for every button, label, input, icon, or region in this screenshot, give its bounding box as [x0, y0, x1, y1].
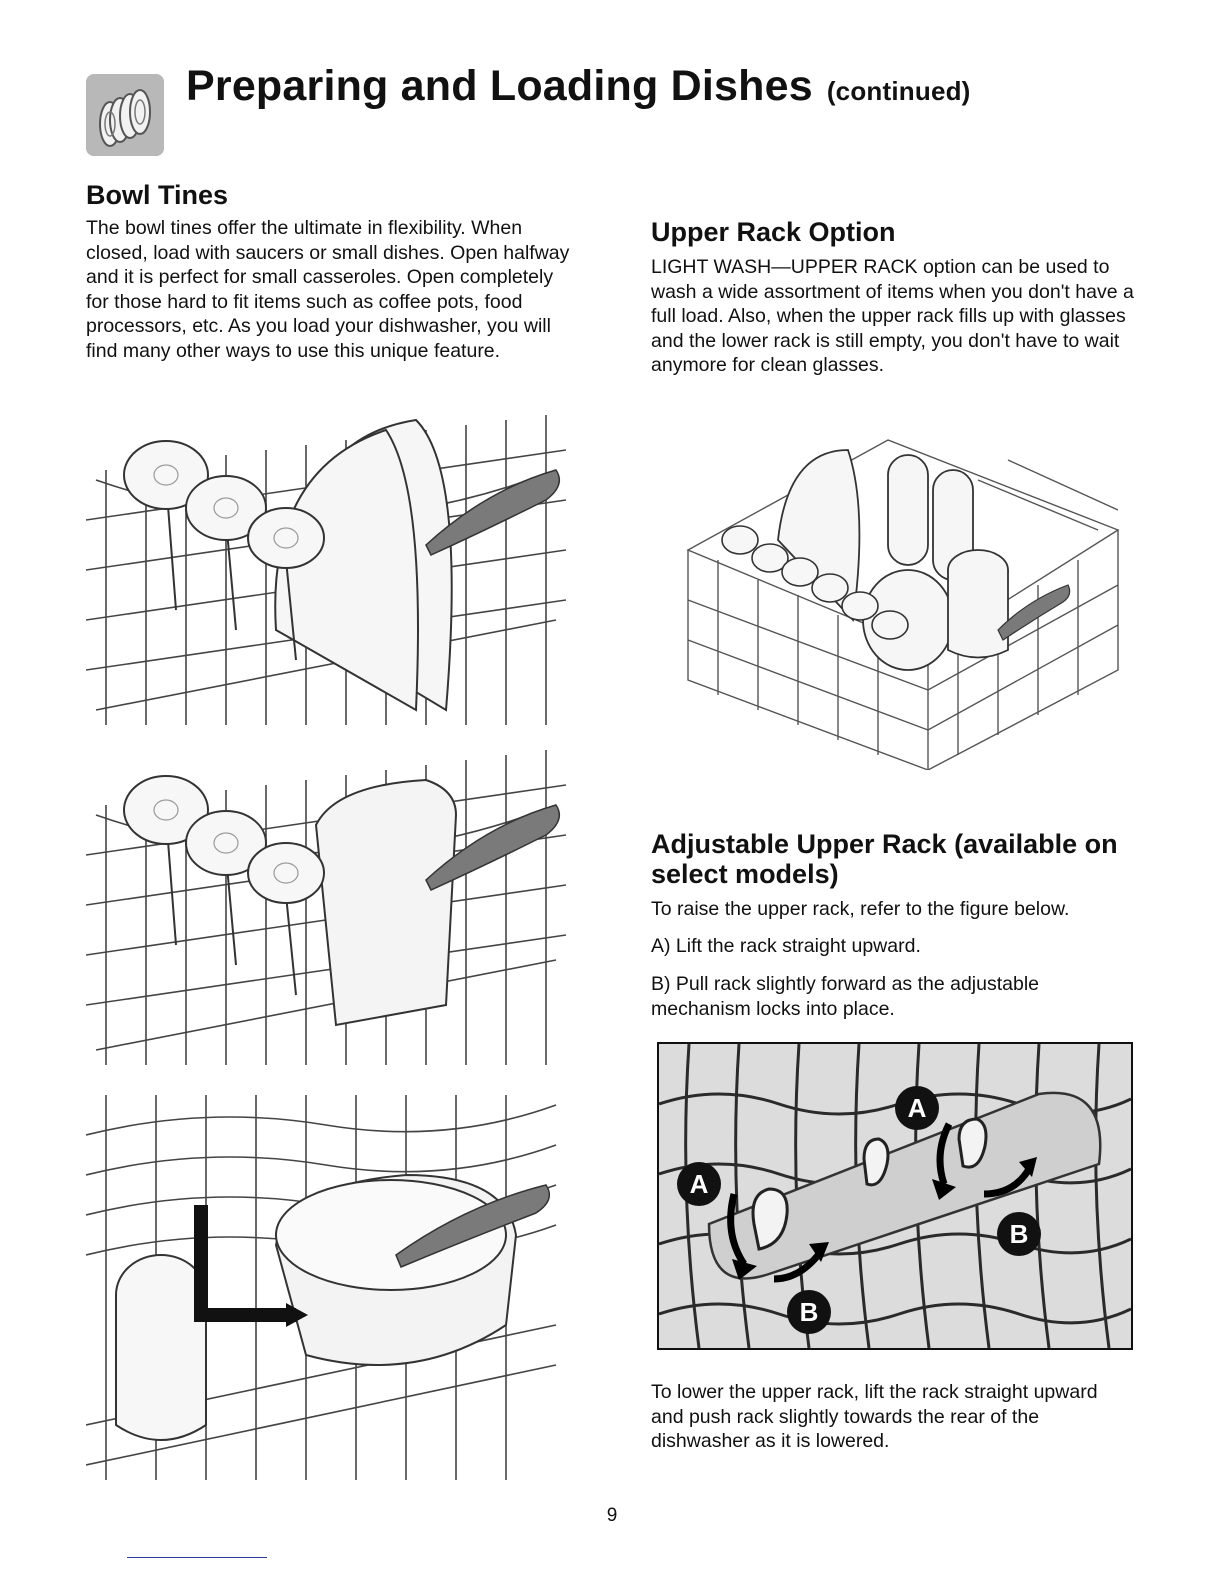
upper-rack-option-heading: Upper Rack Option [651, 217, 896, 247]
figure-label-a-right: A [907, 1093, 927, 1123]
bowl-tines-text: The bowl tines offer the ultimate in flexibility. When closed, load with saucers or small dishes. Open halfway and it is perfect for small casseroles. Open completely for those hard to fit items such as coffee pots, food processors, etc. As you load your dishwasher, you will find many other ways to use this unique feature. [86, 217, 570, 362]
bowl-tines-open-figure [86, 1095, 566, 1480]
adjustable-rack-step-b: B) Pull rack slightly forward as the adjustable mechanism locks into place. [651, 973, 1040, 1020]
page-title-text: Preparing and Loading Dishes [186, 62, 813, 110]
figure-label-b-left: B [799, 1297, 819, 1327]
dish-stack-icon [86, 74, 164, 156]
adjustable-upper-rack-heading: Adjustable Upper Rack (available on select models) [651, 829, 1118, 889]
figure-label-b-right: B [1009, 1219, 1029, 1249]
adjustable-rack-intro: To raise the upper rack, refer to the figure below. [651, 898, 1070, 920]
figure-label-a-left: A [689, 1169, 709, 1199]
upper-rack-option-text: LIGHT WASH—UPPER RACK option can be used to wash a wide assortment of items when you don't have a full load. Also, when the upper rack fills up with glasses and the lower rack is still empty, you don't have to wait anymore for clean glasses. [651, 256, 1134, 376]
bowl-tines-heading: Bowl Tines [86, 180, 229, 210]
footer-rule [127, 1557, 267, 1558]
adjustable-rack-step-a: A) Lift the rack straight upward. [651, 935, 921, 957]
lower-rack-instructions: To lower the upper rack, lift the rack straight upward and push rack slightly towards the rear of the dishwasher as it is lowered. [651, 1381, 1098, 1452]
upper-rack-loaded-figure [678, 420, 1128, 770]
adjustable-rack-figure [657, 1042, 1133, 1350]
bowl-tines-halfway-figure [86, 745, 566, 1065]
page-title-continued: (continued) [826, 76, 971, 106]
page-number: 9 [606, 1505, 618, 1526]
page-title [186, 62, 971, 111]
bowl-tines-closed-figure [86, 410, 566, 725]
